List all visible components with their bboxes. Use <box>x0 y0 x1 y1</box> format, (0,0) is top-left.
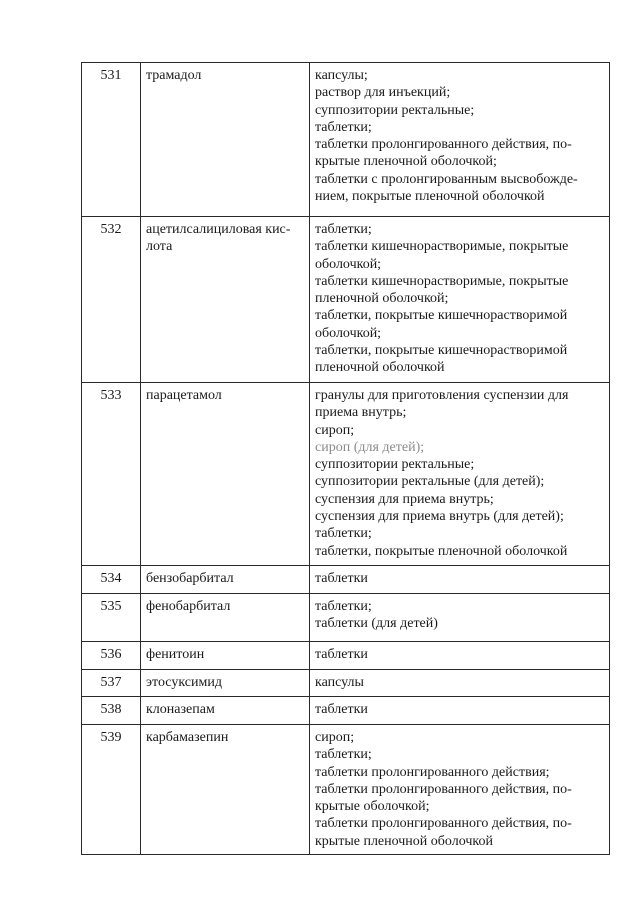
dosage-form-item: таблетки <box>315 571 368 586</box>
table-row <box>82 383 610 566</box>
dosage-form-item: таблетки пролонгированного действия, по-крытые пленочной оболочкой; <box>315 137 572 170</box>
row-number: 534 <box>82 566 141 594</box>
table-row <box>82 642 610 670</box>
row-number: 531 <box>82 63 141 217</box>
row-number: 537 <box>82 670 141 697</box>
drug-name: трамадол <box>141 63 310 217</box>
table-row <box>82 594 610 642</box>
drug-table-body <box>82 63 610 855</box>
dosage-form-item: суппозитории ректальные; <box>315 457 475 473</box>
row-number: 532 <box>82 217 141 383</box>
drug-table <box>81 62 610 855</box>
row-number: 533 <box>82 383 141 566</box>
dosage-form-item: сироп; <box>315 422 355 438</box>
dosage-forms <box>310 217 610 383</box>
dosage-form-item: таблетки кишечнорастворимые, покрытые пленочной оболочкой; <box>315 273 569 307</box>
dosage-form-item: капсулы <box>315 675 364 690</box>
drug-name: карбамазепин <box>141 725 310 855</box>
row-number: 535 <box>82 594 141 642</box>
row-number: 538 <box>82 697 141 725</box>
dosage-form-item: суппозитории ректальные (для детей); <box>315 474 545 490</box>
dosage-form-item: капсулы; <box>315 68 368 83</box>
dosage-form-item: таблетки <box>315 702 368 717</box>
drug-name: клоназепам <box>141 697 310 725</box>
dosage-form-item: таблетки, покрытые пленочной оболочкой <box>315 543 568 559</box>
dosage-form-item: таблетки пролонгированного действия, по-крытые пленочной оболочкой <box>315 816 572 849</box>
dosage-forms <box>310 697 610 725</box>
row-number: 536 <box>82 642 141 670</box>
drug-name: фенитоин <box>141 642 310 670</box>
dosage-form-item: сироп; <box>315 730 355 745</box>
table-row <box>82 697 610 725</box>
dosage-forms <box>310 642 610 670</box>
dosage-form-item: таблетки (для детей) <box>315 616 438 632</box>
table-row <box>82 725 610 855</box>
dosage-form-item: раствор для инъекций; <box>315 85 451 101</box>
dosage-form-item: сироп (для детей); <box>315 439 425 455</box>
dosage-forms <box>310 63 610 217</box>
row-number: 539 <box>82 725 141 855</box>
dosage-form-item: таблетки, покрытые кишечнорастворимой пленочной оболочкой <box>315 343 568 376</box>
table-row <box>82 670 610 697</box>
dosage-form-item: суппозитории ректальные; <box>315 102 475 118</box>
dosage-form-item: таблетки с пролонгированным высвобожде-нием, покрытые пленочной оболочкой <box>315 171 578 205</box>
dosage-form-item: суспензия для приема внутрь (для детей); <box>315 509 564 525</box>
drug-name: парацетамол <box>141 383 310 566</box>
dosage-form-item: гранулы для приготовления суспензии для приема внутрь; <box>315 388 569 421</box>
dosage-form-item: таблетки; <box>315 222 372 237</box>
dosage-forms <box>310 566 610 594</box>
dosage-forms <box>310 383 610 566</box>
dosage-form-item: таблетки; <box>315 599 372 614</box>
drug-name: фенобарбитал <box>141 594 310 642</box>
drug-name: бензобарбитал <box>141 566 310 594</box>
table-row <box>82 217 610 383</box>
dosage-forms <box>310 670 610 697</box>
drug-name: этосуксимид <box>141 670 310 697</box>
dosage-form-item: таблетки; <box>315 526 372 542</box>
dosage-form-item: суспензия для приема внутрь; <box>315 491 494 507</box>
dosage-form-item: таблетки, покрытые кишечнорастворимой оболочкой; <box>315 308 568 341</box>
dosage-form-item: таблетки пролонгированного действия, по-крытые оболочкой; <box>315 781 572 815</box>
table-row <box>82 63 610 217</box>
drug-name: ацетилсалициловая кис-лота <box>141 217 310 383</box>
dosage-form-item: таблетки; <box>315 119 372 135</box>
dosage-form-item: таблетки кишечнорастворимые, покрытые оболочкой; <box>315 239 569 272</box>
dosage-form-item: таблетки <box>315 647 368 662</box>
dosage-form-item: таблетки пролонгированного действия; <box>315 764 550 780</box>
table-row <box>82 566 610 594</box>
dosage-form-item: таблетки; <box>315 747 372 763</box>
dosage-forms <box>310 594 610 642</box>
dosage-forms <box>310 725 610 855</box>
